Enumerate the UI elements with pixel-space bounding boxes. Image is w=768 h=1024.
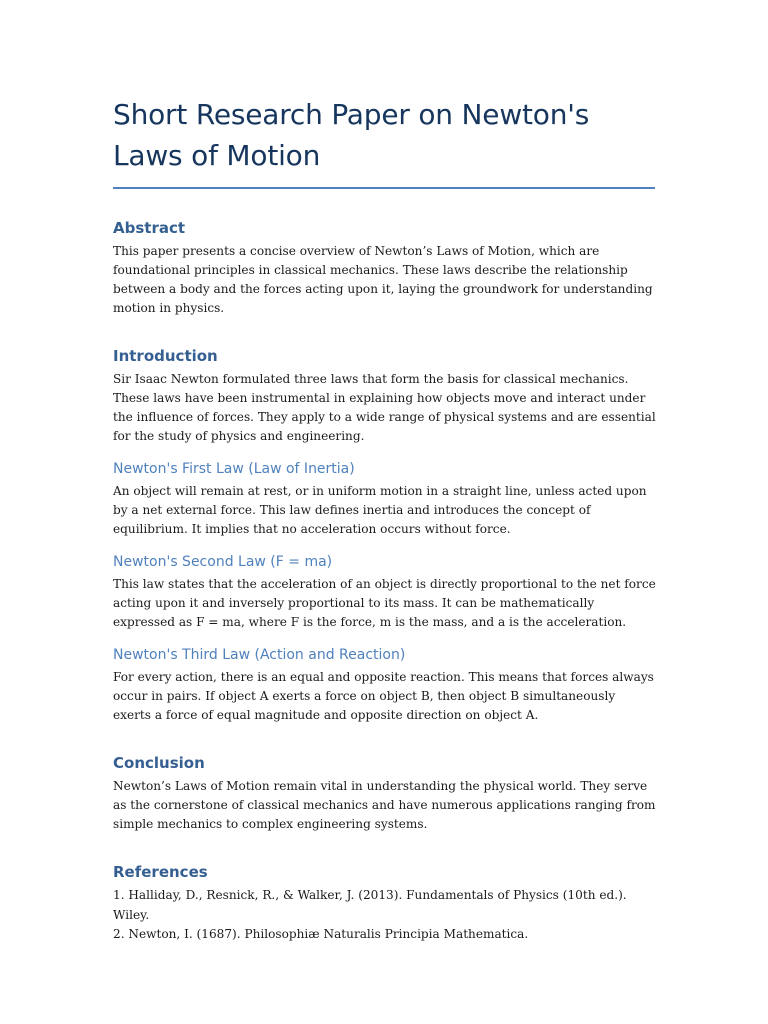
- third-law-text: For every action, there is an equal and opposite reaction. This means that forces always occur in pairs. If object A exerts a force on object B, then object B simultaneously exerts a force of equal magnitude and opposite direction on object A.: [113, 670, 654, 722]
- title-underline-rule: [113, 187, 655, 189]
- references-list: [113, 886, 656, 945]
- first-law-text: An object will remain at rest, or in uniform motion in a straight line, unless acted upon by a net external force. This law defines inertia and introduces the concept of equilibrium. It implies that no acceleration occurs without force.: [113, 484, 647, 536]
- references-heading: References: [113, 863, 208, 881]
- reference-item: 2. Newton, I. (1687). Philosophiæ Naturalis Principia Mathematica.: [113, 927, 529, 941]
- document-page: [113, 0, 656, 945]
- introduction-heading: Introduction: [113, 347, 218, 365]
- second-law-text: This law states that the acceleration of an object is directly proportional to the net force acting upon it and inversely proportional to its mass. It can be mathematically expressed as F = ma, where F is the force, m is the mass, and a is the acceleration.: [113, 577, 656, 629]
- first-law-heading: Newton's First Law (Law of Inertia): [113, 461, 355, 477]
- document-title: Short Research Paper on Newton's Laws of Motion: [113, 98, 590, 172]
- second-law-heading: Newton's Second Law (F = ma): [113, 554, 333, 570]
- conclusion-text: Newton’s Laws of Motion remain vital in understanding the physical world. They serve as the cornerstone of classical mechanics and have numerous applications ranging from simple mechanics to complex engineering systems.: [113, 779, 656, 831]
- third-law-heading: Newton's Third Law (Action and Reaction): [113, 647, 406, 663]
- conclusion-heading: Conclusion: [113, 754, 205, 772]
- introduction-text: Sir Isaac Newton formulated three laws that form the basis for classical mechanics. These laws have been instrumental in explaining how objects move and interact under the influence of forces. They apply to a wide range of physical systems and are essential for the study of physics and engineering.: [113, 372, 656, 443]
- abstract-text: This paper presents a concise overview of Newton’s Laws of Motion, which are foundational principles in classical mechanics. These laws describe the relationship between a body and the forces acting upon it, laying the groundwork for understanding motion in physics.: [113, 244, 653, 315]
- abstract-heading: Abstract: [113, 219, 186, 237]
- reference-item: 1. Halliday, D., Resnick, R., & Walker, J. (2013). Fundamentals of Physics (10th ed.). Wiley.: [113, 888, 627, 922]
